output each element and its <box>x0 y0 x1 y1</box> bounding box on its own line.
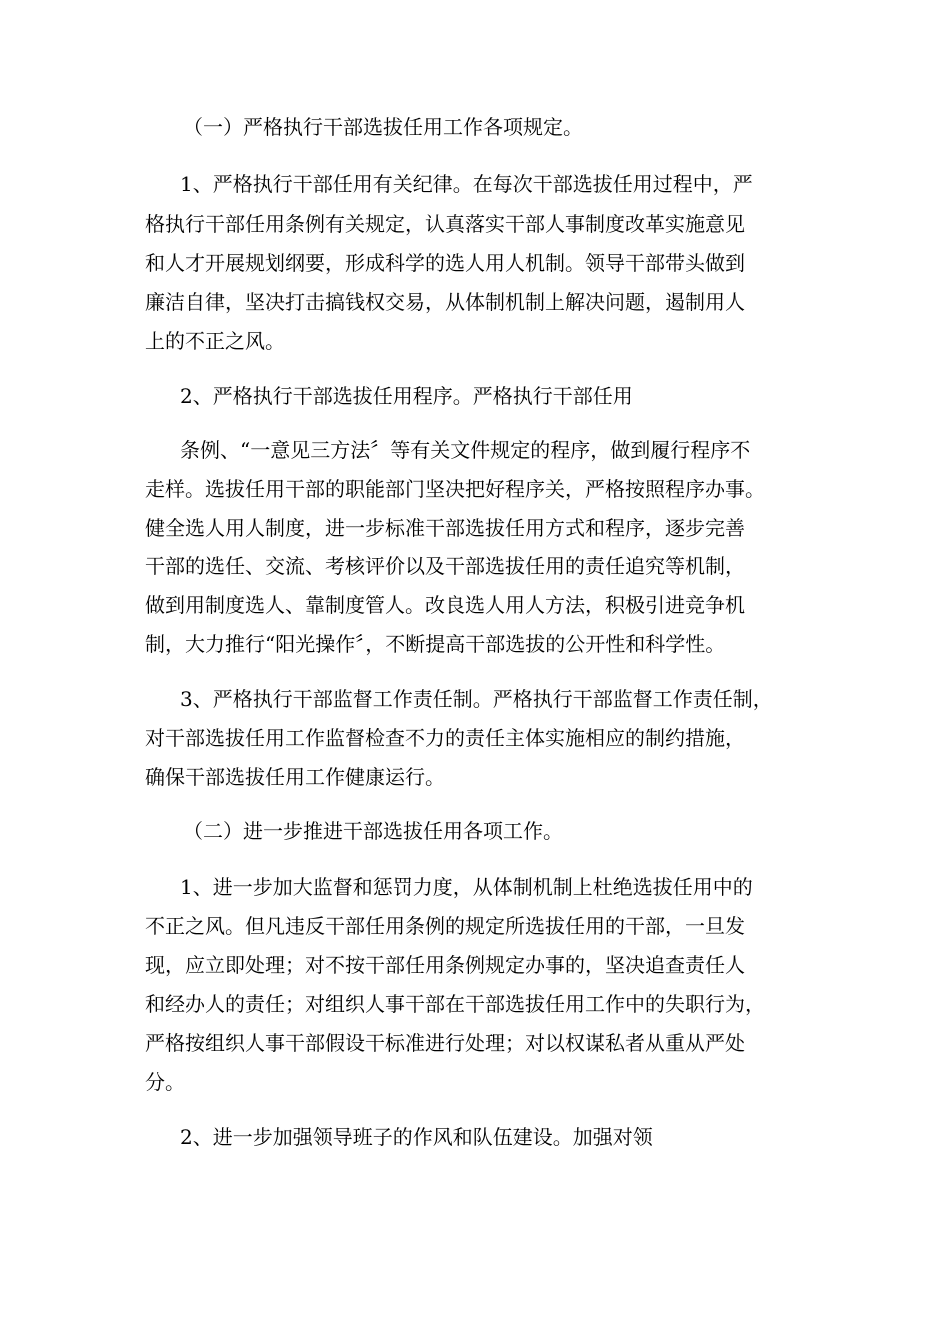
paragraph-line: 1、进一步加大监督和惩罚力度，从体制机制上杜绝选拔任用中的 <box>180 875 753 899</box>
paragraph-line: 格执行干部任用条例有关规定，认真落实干部人事制度改革实施意见 <box>145 212 745 236</box>
paragraph-line: 1、严格执行干部任用有关纪律。在每次干部选拔任用过程中，严 <box>180 172 753 196</box>
section-heading: （一）严格执行干部选拔任用工作各项规定。 <box>183 115 583 139</box>
paragraph-line: 和经办人的责任；对组织人事干部在干部选拔任用工作中的失职行为， <box>145 992 765 1016</box>
paragraph-line: 干部的选任、交流、考核评价以及干部选拔任用的责任追究等机制， <box>145 554 745 578</box>
paragraph-line: 2、进一步加强领导班子的作风和队伍建设。加强对领 <box>180 1125 653 1149</box>
paragraph-line: 制，大力推行“阳光操作〞，不断提高干部选拔的公开性和科学性。 <box>145 632 726 656</box>
paragraph-line: 对干部选拔任用工作监督检查不力的责任主体实施相应的制约措施， <box>145 726 745 750</box>
paragraph-line: 条例、“一意见三方法〞等有关文件规定的程序，做到履行程序不 <box>180 438 751 462</box>
paragraph-line: 健全选人用人制度，进一步标准干部选拔任用方式和程序，逐步完善 <box>145 516 745 540</box>
paragraph-line: 分。 <box>145 1070 185 1094</box>
section-heading: （二）进一步推进干部选拔任用各项工作。 <box>183 819 563 843</box>
paragraph-line: 2、严格执行干部选拔任用程序。严格执行干部任用 <box>180 384 633 408</box>
paragraph-line: 确保干部选拔任用工作健康运行。 <box>145 765 445 789</box>
paragraph-line: 走样。选拔任用干部的职能部门坚决把好程序关，严格按照程序办事。 <box>145 477 765 501</box>
paragraph-line: 上的不正之风。 <box>145 329 285 353</box>
paragraph-line: 和人才开展规划纲要，形成科学的选人用人机制。领导干部带头做到 <box>145 251 745 275</box>
paragraph-line: 不正之风。但凡违反干部任用条例的规定所选拔任用的干部，一旦发 <box>145 914 745 938</box>
paragraph-line: 现，应立即处理；对不按干部任用条例规定办事的，坚决追查责任人 <box>145 953 745 977</box>
paragraph-line: 3、严格执行干部监督工作责任制。严格执行干部监督工作责任制， <box>180 687 773 711</box>
paragraph-line: 严格按组织人事干部假设干标准进行处理；对以权谋私者从重从严处 <box>145 1031 745 1055</box>
paragraph-line: 廉洁自律，坚决打击搞钱权交易，从体制机制上解决问题，遏制用人 <box>145 290 745 314</box>
paragraph-line: 做到用制度选人、靠制度管人。改良选人用人方法，积极引进竞争机 <box>145 593 745 617</box>
